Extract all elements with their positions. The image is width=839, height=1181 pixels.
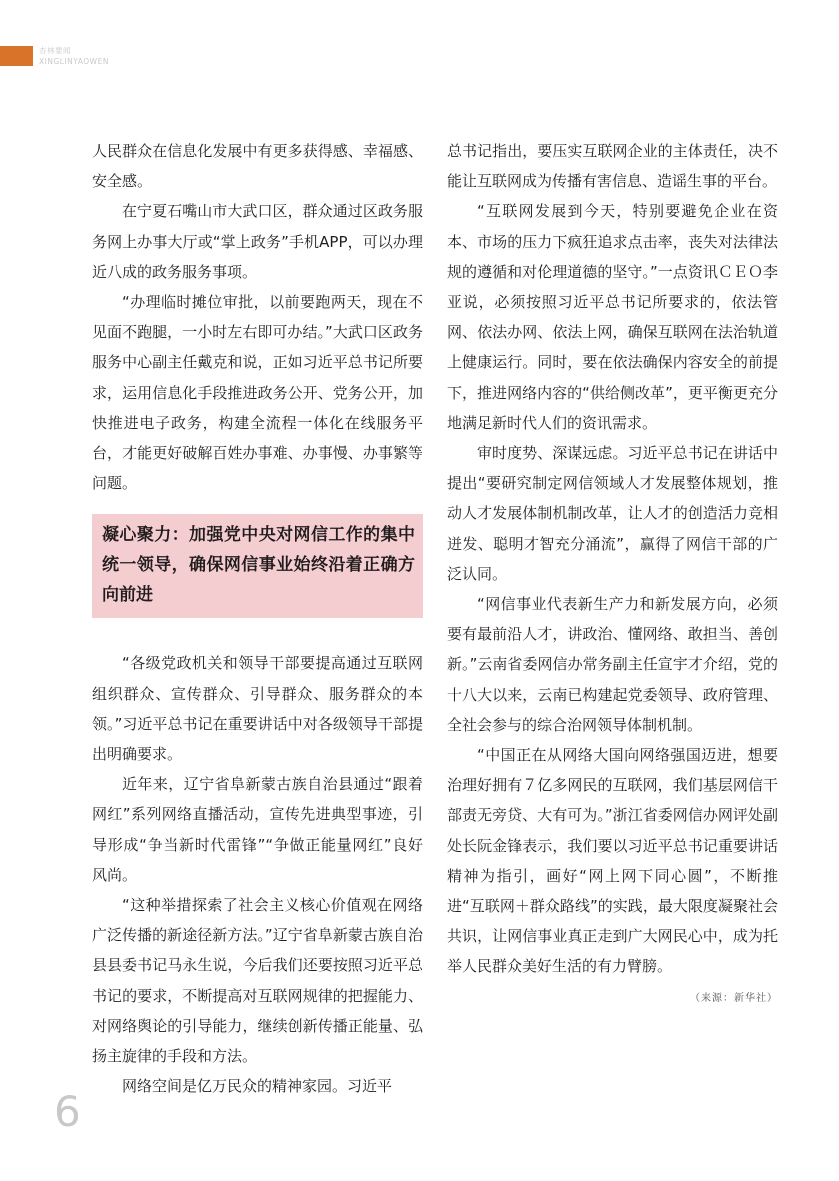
page-number: 6 — [54, 1087, 81, 1136]
paragraph: “互联网发展到今天，特别要避免企业在资本、市场的压力下疯狂追求点击率，丧失对法律法规的遵循和对伦理道德的坚守。”一点资讯ＣＥＯ李亚说，必须按照习近平总书记所要求的，依法管网、依法办网、依法上网，确保互联网在法治轨道上健康运行。同时，要在依法确保内容安全的前提下，推进网络内容的“供给侧改革”，更平衡更充分地满足新时代人们的资讯需求。 — [447, 202, 778, 432]
paragraph: 审时度势、深谋远虑。习近平总书记在讲话中提出“要研究制定网信领域人才发展整体规划，推动人才发展体制机制改革，让人才的创造活力竞相迸发、聪明才智充分涌流”，赢得了网信干部的广泛认同。 — [447, 444, 778, 583]
paragraph: “办理临时摊位审批，以前要跑两天，现在不见面不跑腿，一小时左右即可办结。”大武口区政务服务中心副主任戴克和说，正如习近平总书记所要求，运用信息化手段推进政务公开、党务公开，加快推进电子政务，构建全流程一体化在线服务平台，才能更好破解百姓办事难、办事慢、办事繁等问题。 — [92, 293, 423, 493]
paragraph: 网络空间是亿万民众的精神家园。习近平 — [122, 1077, 393, 1096]
source-credit: （来源：新华社） — [690, 992, 778, 1004]
running-header-pinyin: XINGLINYAOWEN — [39, 57, 109, 66]
paragraph: 总书记指出，要压实互联网企业的主体责任，决不能让互联网成为传播有害信息、造谣生事的平台。 — [447, 142, 778, 191]
section-heading-box — [92, 514, 423, 618]
running-header-title: 杏林要闻 — [39, 46, 71, 55]
paragraph: “各级党政机关和领导干部要提高通过互联网组织群众、宣传群众、引导群众、服务群众的本领。”习近平总书记在重要讲话中对各级领导干部提出明确要求。 — [92, 654, 423, 764]
header-accent-bar — [0, 46, 33, 66]
paragraph: 人民群众在信息化发展中有更多获得感、幸福感、安全感。 — [92, 142, 423, 191]
left-column — [92, 136, 423, 1101]
running-header — [39, 45, 109, 67]
paragraph: “中国正在从网络大国向网络强国迈进，想要治理好拥有７亿多网民的互联网，我们基层网信干部责无旁贷、大有可为。”浙江省委网信办网评处副处长阮金锋表示，我们要以习近平总书记重要讲话精神为指引，画好“网上网下同心圆”，不断推进“互联网＋群众路线”的实践，最大限度凝聚社会共识，让网信事业真正走到广大网民心中，成为托举人民群众美好生活的有力臂膀。 — [447, 746, 778, 976]
paragraph: 近年来，辽宁省阜新蒙古族自治县通过“跟着网红”系列网络直播活动，宣传先进典型事迹，引导形成“争当新时代雷锋”“争做正能量网红”良好风尚。 — [92, 775, 423, 884]
paragraph: “这种举措探索了社会主义核心价值观在网络广泛传播的新途径新方法。”辽宁省阜新蒙古族自治县县委书记马永生说，今后我们还要按照习近平总书记的要求，不断提高对互联网规律的把握能力、对网络舆论的引导能力，继续创新传播正能量、弘扬主旋律的手段和方法。 — [92, 896, 423, 1066]
right-column — [447, 136, 778, 1007]
paragraph: 在宁夏石嘴山市大武口区，群众通过区政务服务网上办事大厅或“掌上政务”手机APP，可以办理近八成的政务服务事项。 — [92, 202, 423, 281]
section-heading: 凝心聚力：加强党中央对网信工作的集中统一领导，确保网信事业始终沿着正确方向前进 — [102, 525, 415, 606]
paragraph: “网信事业代表新生产力和新发展方向，必须要有最前沿人才，讲政治、懂网络、敢担当、善创新。”云南省委网信办常务副主任宣宇才介绍，党的十八大以来，云南已构建起党委领导、政府管理、全社会参与的综合治网领导体制机制。 — [447, 595, 778, 734]
